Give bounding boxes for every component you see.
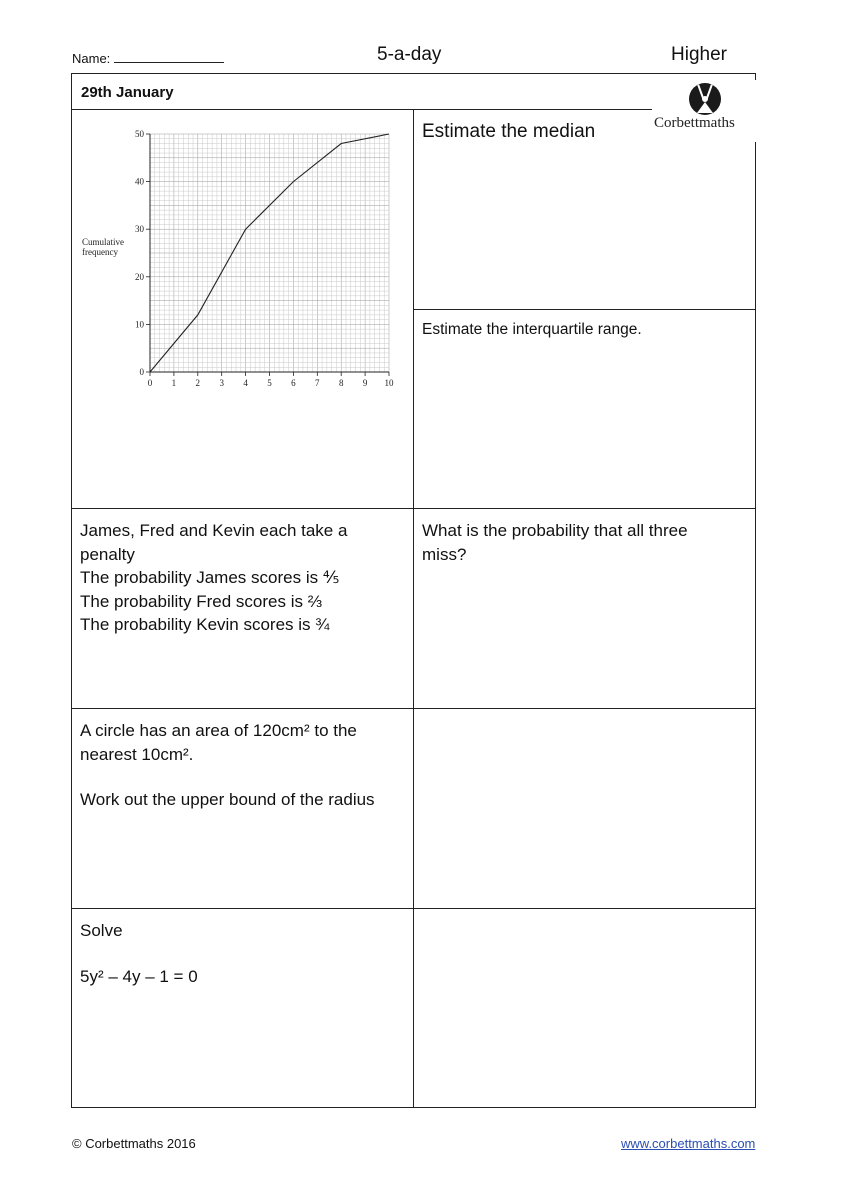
level-label: Higher [671, 44, 727, 65]
q2b-line: miss? [422, 544, 467, 564]
chart-grid [150, 134, 389, 372]
x-tick-label: 9 [362, 378, 368, 388]
q3-circle-text [80, 719, 357, 766]
q2-line: The probability James scores is ⅘ [80, 568, 340, 587]
x-tick-label: 0 [147, 378, 153, 388]
cumulative-frequency-chart [78, 120, 408, 400]
name-blank-line[interactable] [114, 50, 224, 63]
corbettmaths-logo-icon [652, 80, 756, 116]
name-label: Name: [72, 51, 111, 66]
footer-url-link[interactable]: www.corbettmaths.com [621, 1136, 756, 1151]
q3-radius-prompt: Work out the upper bound of the radius [80, 790, 375, 809]
x-tick-label: 2 [195, 378, 201, 388]
q2-line: The probability Fred scores is ⅔ [80, 591, 322, 611]
q3-line: A circle has an area of 120cm² to the [80, 721, 357, 740]
q4-solve-label: Solve [80, 921, 123, 940]
worksheet-title: 5-a-day [377, 44, 442, 65]
logo-text: Corbettmaths [654, 115, 735, 131]
q2-line: The probability Kevin scores is ¾ [80, 615, 330, 634]
footer-copyright: © Corbettmaths 2016 [72, 1136, 196, 1151]
y-axis-label: frequency [82, 247, 118, 257]
q4-equation: 5y² – 4y – 1 = 0 [80, 967, 198, 986]
q2b-line: What is the probability that all three [422, 521, 688, 540]
q1-median-prompt: Estimate the median [422, 121, 596, 142]
worksheet-date: 29th January [81, 84, 174, 101]
x-tick-label: 1 [171, 378, 177, 388]
y-tick-label: 10 [135, 319, 144, 330]
q1-iqr-prompt: Estimate the interquartile range. [422, 321, 642, 338]
x-tick-label: 10 [384, 378, 394, 388]
q3-line: nearest 10cm². [80, 744, 194, 764]
x-tick-label: 5 [267, 378, 272, 388]
divider-q1 [414, 309, 756, 310]
x-tick-label: 8 [338, 378, 344, 388]
q2-probability-text [80, 519, 347, 637]
q2-line: penalty [80, 544, 135, 564]
y-tick-label: 40 [135, 176, 144, 187]
corbettmaths-logo [652, 80, 756, 142]
y-tick-label: 0 [139, 367, 144, 377]
y-tick-label: 50 [135, 129, 144, 139]
y-tick-label: 20 [135, 271, 144, 282]
q2-line: James, Fred and Kevin each take a [80, 521, 348, 540]
q2-miss-prompt [422, 519, 688, 566]
name-label-row [72, 50, 224, 66]
column-divider [413, 109, 414, 1108]
x-tick-label: 6 [291, 378, 296, 388]
y-axis-label: Cumulative [82, 237, 124, 247]
y-tick-label: 30 [135, 224, 144, 235]
x-tick-label: 4 [243, 378, 248, 388]
x-tick-label: 7 [315, 378, 320, 388]
x-tick-label: 3 [219, 378, 224, 388]
